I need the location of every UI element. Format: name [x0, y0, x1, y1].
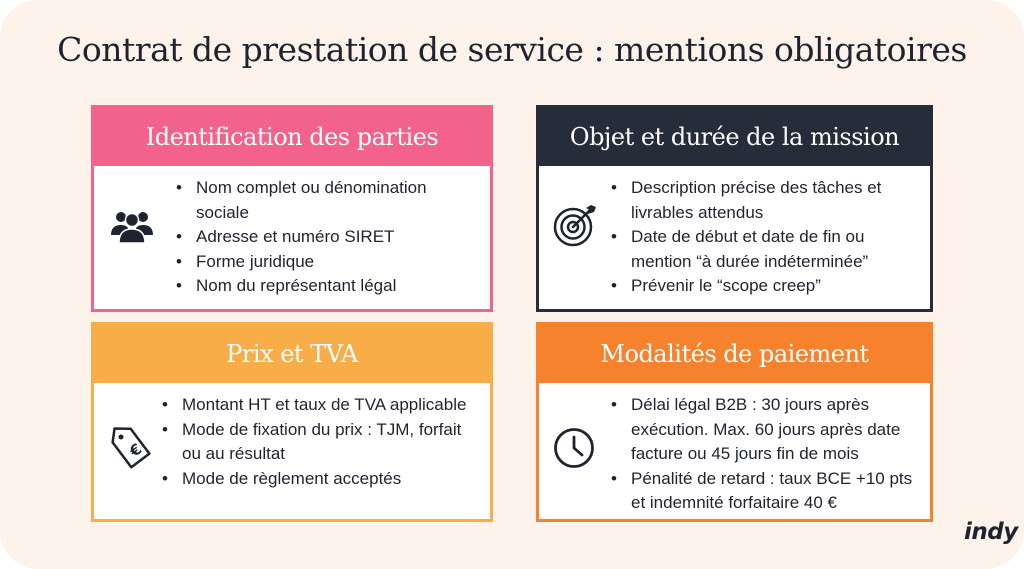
list-item: • Adresse et numéro SIRET: [174, 225, 474, 250]
indy-logo: indy: [964, 519, 1018, 545]
list-item: • Description précise des tâches et livrables attendus: [609, 176, 919, 225]
list-item: • Délai légal B2B : 30 jours après exécution. Max. 60 jours après date facture ou 45 jours fin de mois: [609, 393, 927, 467]
card-body: [94, 166, 490, 309]
card-body: [539, 383, 930, 519]
card-identification-parties: [91, 105, 493, 312]
svg-text:€: €: [126, 439, 146, 461]
list-item: • Mode de fixation du prix : TJM, forfait ou au résultat: [160, 418, 470, 467]
people-group-icon: [110, 208, 154, 244]
clock-icon: [553, 427, 595, 469]
page-title: Contrat de prestation de service : mentions obligatoires: [57, 30, 967, 69]
target-arrow-icon: [552, 203, 598, 247]
item-list: [609, 393, 927, 516]
item-list: [174, 176, 474, 299]
item-list: [609, 176, 919, 299]
card-prix-tva: [91, 322, 493, 522]
list-item: • Prévenir le “scope creep”: [609, 274, 919, 299]
euro-price-tag-icon: [108, 425, 154, 471]
list-item: • Nom du représentant légal: [174, 274, 474, 299]
card-title: Modalités de paiement: [539, 325, 930, 383]
card-objet-duree-mission: [536, 105, 933, 312]
list-item: • Forme juridique: [174, 250, 474, 275]
item-list: [160, 393, 470, 491]
list-item: • Pénalité de retard : taux BCE +10 pts et indemnité forfaitaire 40 €: [609, 467, 927, 516]
card-title: Prix et TVA: [94, 325, 490, 383]
card-title: Objet et durée de la mission: [539, 108, 930, 166]
card-body: [94, 383, 490, 519]
list-item: • Montant HT et taux de TVA applicable: [160, 393, 470, 418]
list-item: • Nom complet ou dénomination sociale: [174, 176, 474, 225]
card-modalites-paiement: [536, 322, 933, 522]
card-title: Identification des parties: [94, 108, 490, 166]
card-body: [539, 166, 930, 309]
list-item: • Mode de règlement acceptés: [160, 467, 470, 492]
list-item: • Date de début et date de fin ou mention “à durée indéterminée”: [609, 225, 919, 274]
